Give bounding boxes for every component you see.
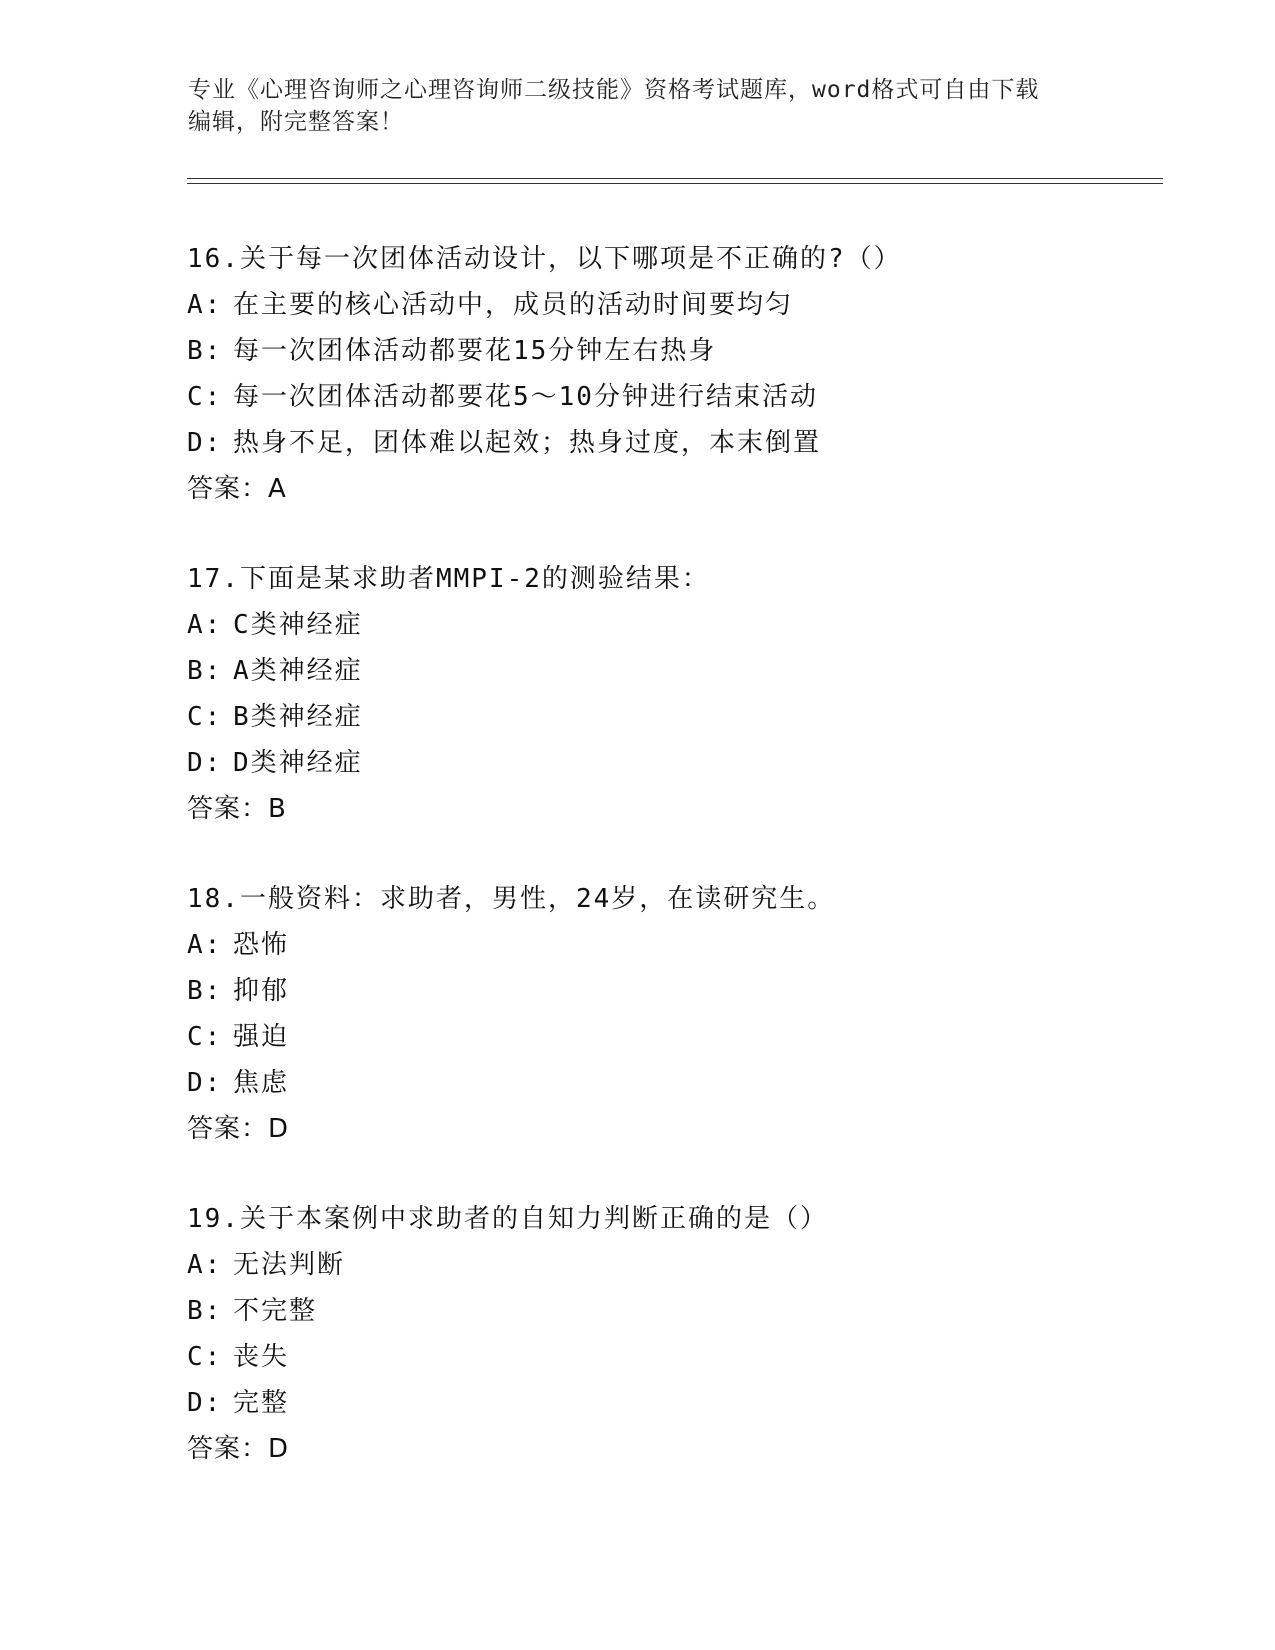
option-key: B: xyxy=(187,1296,223,1326)
option-a xyxy=(187,282,1167,328)
option-text: B类神经症 xyxy=(233,702,363,732)
option-key: C: xyxy=(187,1022,223,1052)
option-key: A: xyxy=(187,930,223,960)
option-c xyxy=(187,1334,1167,1380)
option-text: 不完整 xyxy=(233,1296,318,1326)
question-stem: 16.关于每一次团体活动设计，以下哪项是不正确的?（） xyxy=(187,244,902,274)
option-d xyxy=(187,420,1167,466)
header-divider-bottom xyxy=(187,183,1163,184)
option-a xyxy=(187,922,1167,968)
option-key: A: xyxy=(187,290,223,320)
option-d xyxy=(187,1380,1167,1426)
option-key: D: xyxy=(187,428,223,458)
option-text: 无法判断 xyxy=(233,1250,346,1280)
option-b xyxy=(187,1288,1167,1334)
question-19 xyxy=(187,1196,1167,1472)
option-b xyxy=(187,648,1167,694)
option-text: 抑郁 xyxy=(233,976,290,1006)
option-text: 完整 xyxy=(233,1388,290,1418)
header-line-2: 编辑，附完整答案！ xyxy=(188,109,404,135)
document-header xyxy=(188,74,1088,138)
option-text: 每一次团体活动都要花5～10分钟进行结束活动 xyxy=(233,382,818,412)
question-17 xyxy=(187,556,1167,832)
option-key: D: xyxy=(187,1388,223,1418)
option-text: D类神经症 xyxy=(233,748,363,778)
answer-line: 答案：A xyxy=(187,474,287,504)
option-c xyxy=(187,694,1167,740)
option-key: B: xyxy=(187,976,223,1006)
option-key: B: xyxy=(187,656,223,686)
option-text: C类神经症 xyxy=(233,610,363,640)
option-key: A: xyxy=(187,1250,223,1280)
header-line-1: 专业《心理咨询师之心理咨询师二级技能》资格考试题库，word格式可自由下载 xyxy=(188,77,1040,103)
option-text: 每一次团体活动都要花15分钟左右热身 xyxy=(233,336,717,366)
answer-line: 答案：D xyxy=(187,1434,290,1464)
option-a xyxy=(187,602,1167,648)
option-text: 热身不足，团体难以起效；热身过度，本末倒置 xyxy=(233,428,822,458)
answer-line: 答案：D xyxy=(187,1114,290,1144)
option-d xyxy=(187,1060,1167,1106)
question-18 xyxy=(187,876,1167,1152)
question-list xyxy=(187,236,1167,1516)
question-stem: 19.关于本案例中求助者的自知力判断正确的是（） xyxy=(187,1204,828,1234)
header-divider-top xyxy=(187,178,1163,179)
option-key: C: xyxy=(187,382,223,412)
option-a xyxy=(187,1242,1167,1288)
option-c xyxy=(187,1014,1167,1060)
option-key: C: xyxy=(187,1342,223,1372)
question-stem: 17.下面是某求助者MMPI-2的测验结果： xyxy=(187,564,710,594)
option-key: D: xyxy=(187,1068,223,1098)
answer-line: 答案：B xyxy=(187,794,287,824)
question-stem: 18.一般资料：求助者，男性，24岁，在读研究生。 xyxy=(187,884,836,914)
option-b xyxy=(187,968,1167,1014)
option-text: 恐怖 xyxy=(233,930,290,960)
option-text: 丧失 xyxy=(233,1342,290,1372)
option-text: 强迫 xyxy=(233,1022,290,1052)
option-text: 在主要的核心活动中，成员的活动时间要均匀 xyxy=(233,290,794,320)
option-key: A: xyxy=(187,610,223,640)
option-d xyxy=(187,740,1167,786)
option-c xyxy=(187,374,1167,420)
option-text: A类神经症 xyxy=(233,656,363,686)
option-key: D: xyxy=(187,748,223,778)
option-b xyxy=(187,328,1167,374)
option-key: C: xyxy=(187,702,223,732)
question-16 xyxy=(187,236,1167,512)
option-key: B: xyxy=(187,336,223,366)
option-text: 焦虑 xyxy=(233,1068,290,1098)
